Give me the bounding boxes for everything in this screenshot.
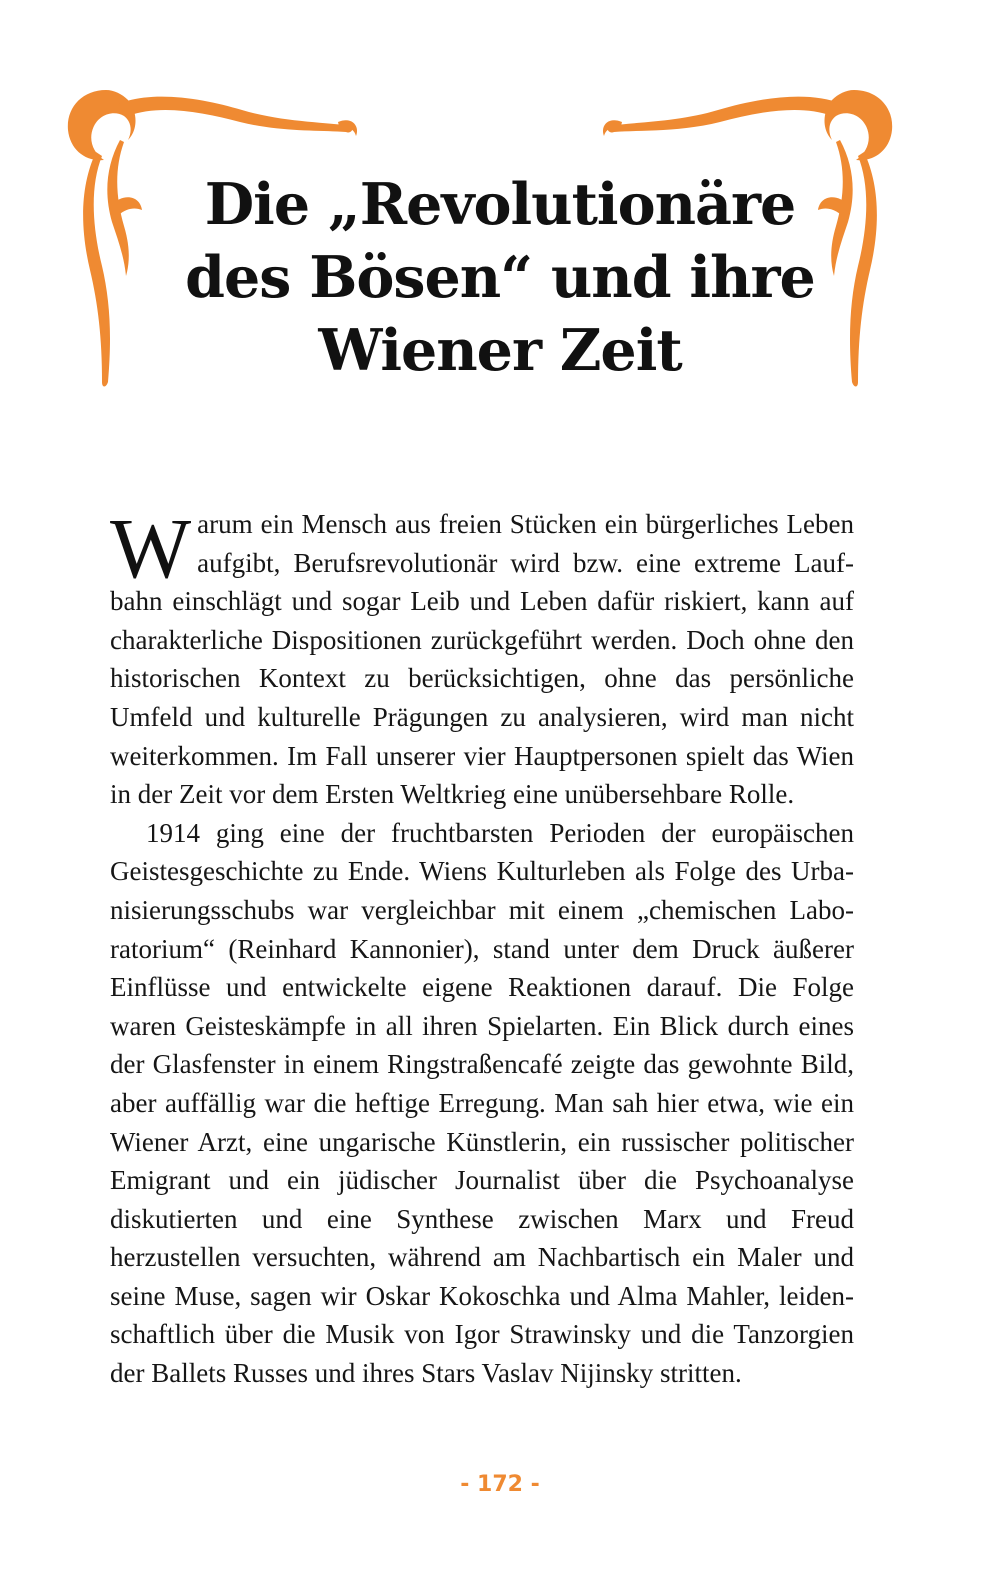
chapter-body — [110, 500, 854, 1393]
paragraph-1-text: arum ein Mensch aus freien Stücken ein bürgerliches Leben aufgibt, Berufsrevolutionär wird bzw. eine extreme Laufbahn einschlägt und sogar Leib und Leben dafür riskiert, kann auf charakterliche Dispositionen zurückgeführt werden. Doch ohne den historischen Kontext zu berücksichtigen, ohne das persönliche Umfeld und kulturelle Prägungen zu analysieren, wird man nicht weiterkommen. Im Fall unserer vier Hauptpersonen spielt das Wien in der Zeit vor dem Ersten Weltkrieg eine unübersehbare Rolle. — [110, 509, 854, 810]
paragraph-1 — [110, 500, 854, 814]
chapter-title — [150, 168, 850, 387]
paragraph-2: 1914 ging eine der fruchtbarsten Perioden der europäischen Geistesgeschichte zu Ende. Wiens Kulturleben als Folge des Urbanisierungsschubs war vergleichbar mit einem „chemischen Laboratorium“ (Reinhard Kannonier), stand unter dem Druck äußerer Einflüsse und entwickelte eigene Reaktionen darauf. Die Folge waren Geisteskämpfe in all ihren Spielarten. Ein Blick durch eines der Glasfenster in einem Ringstraßencafé zeigte das gewohnte Bild, aber auffällig war die heftige Erregung. Man sah hier etwa, wie ein Wiener Arzt, eine ungarische Künstlerin, ein russischer politischer Emigrant und ein jüdischer Journalist über die Psychoanalyse diskutierten und eine Synthese zwischen Marx und Freud herzustellen versuchten, während am Nachbartisch ein Maler und seine Muse, sagen wir Oskar Kokoschka und Alma Mahler, leidenschaftlich über die Musik von Igor Strawinsky und die Tanzorgien der Ballets Russes und ihres Stars Vaslav Nijinsky stritten. — [110, 817, 854, 1389]
chapter-title-line-2: des Bösen“ und ihre — [185, 244, 815, 311]
page-number: - 172 - — [460, 1472, 540, 1497]
chapter-title-line-3: Wiener Zeit — [318, 317, 682, 384]
drop-cap: W — [110, 500, 192, 596]
chapter-title-line-1: Die „Revolutionäre — [204, 171, 796, 238]
